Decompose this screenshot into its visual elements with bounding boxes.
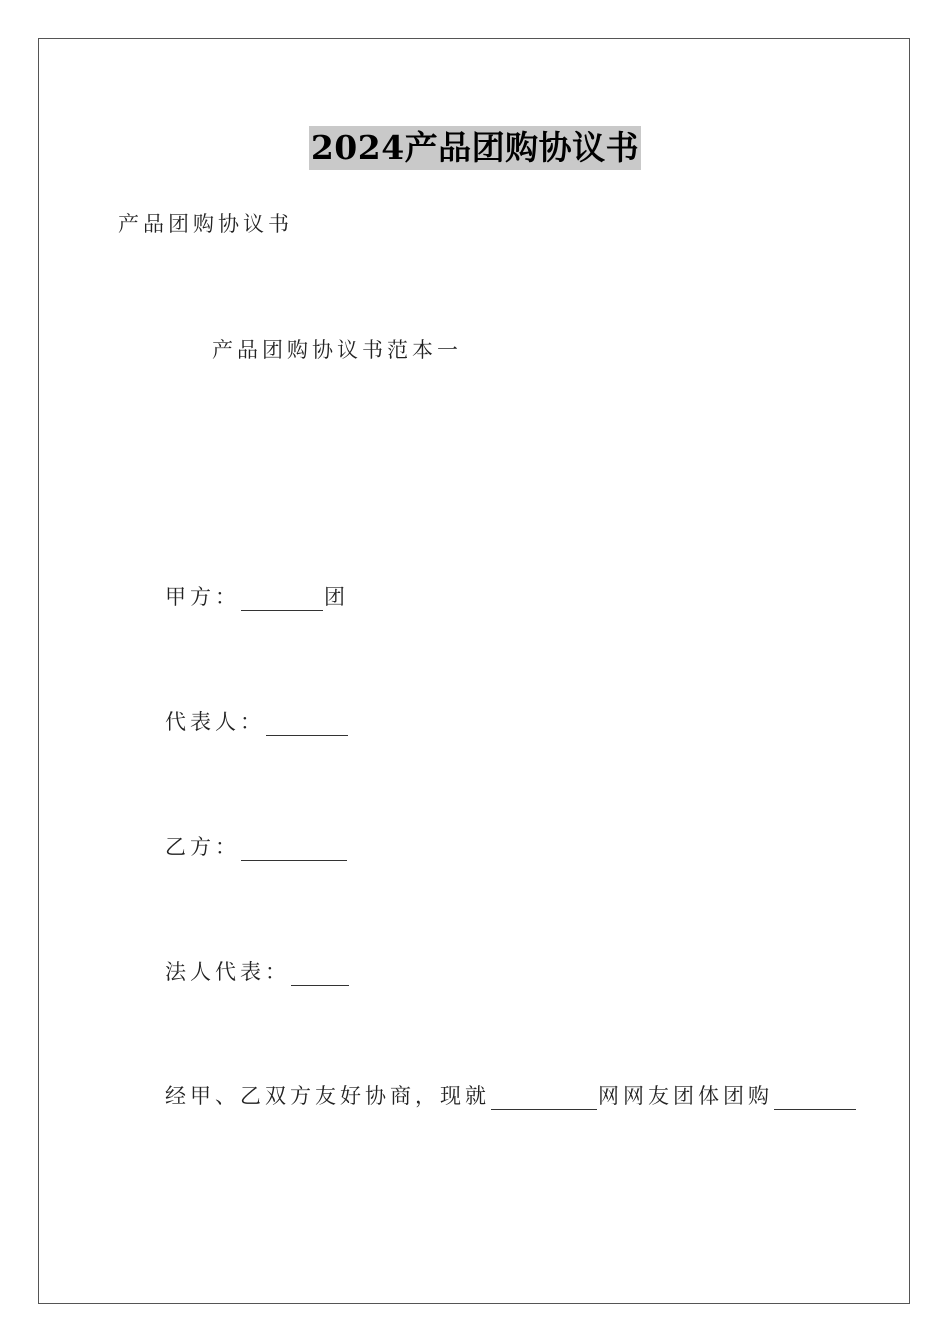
agreement-intro-line (165, 1082, 857, 1110)
document-title: 2024产品团购协议书 (309, 126, 641, 170)
agreement-end-blank[interactable] (774, 1087, 856, 1110)
representative-blank[interactable] (266, 713, 348, 736)
title-container (0, 126, 950, 170)
representative-line (165, 708, 349, 736)
legal-rep-line (165, 958, 350, 986)
party-b-label: 乙方： (165, 835, 240, 859)
party-b-blank[interactable] (241, 838, 347, 861)
party-b-line (165, 833, 348, 861)
legal-rep-blank[interactable] (291, 963, 349, 986)
party-a-blank[interactable] (241, 588, 323, 611)
agreement-intro-part1: 经甲、乙双方友好协商，现就 (165, 1084, 490, 1108)
representative-label: 代表人： (165, 710, 265, 734)
party-a-suffix: 团 (324, 585, 349, 609)
agreement-intro-part2: 网网友团体团购 (598, 1084, 773, 1108)
document-subtitle: 产品团购协议书 (118, 212, 293, 236)
party-a-label: 甲方： (165, 585, 240, 609)
agreement-product-blank[interactable] (491, 1087, 597, 1110)
legal-rep-label: 法人代表： (165, 960, 290, 984)
sample-heading: 产品团购协议书范本一 (212, 338, 462, 362)
party-a-line (165, 583, 349, 611)
